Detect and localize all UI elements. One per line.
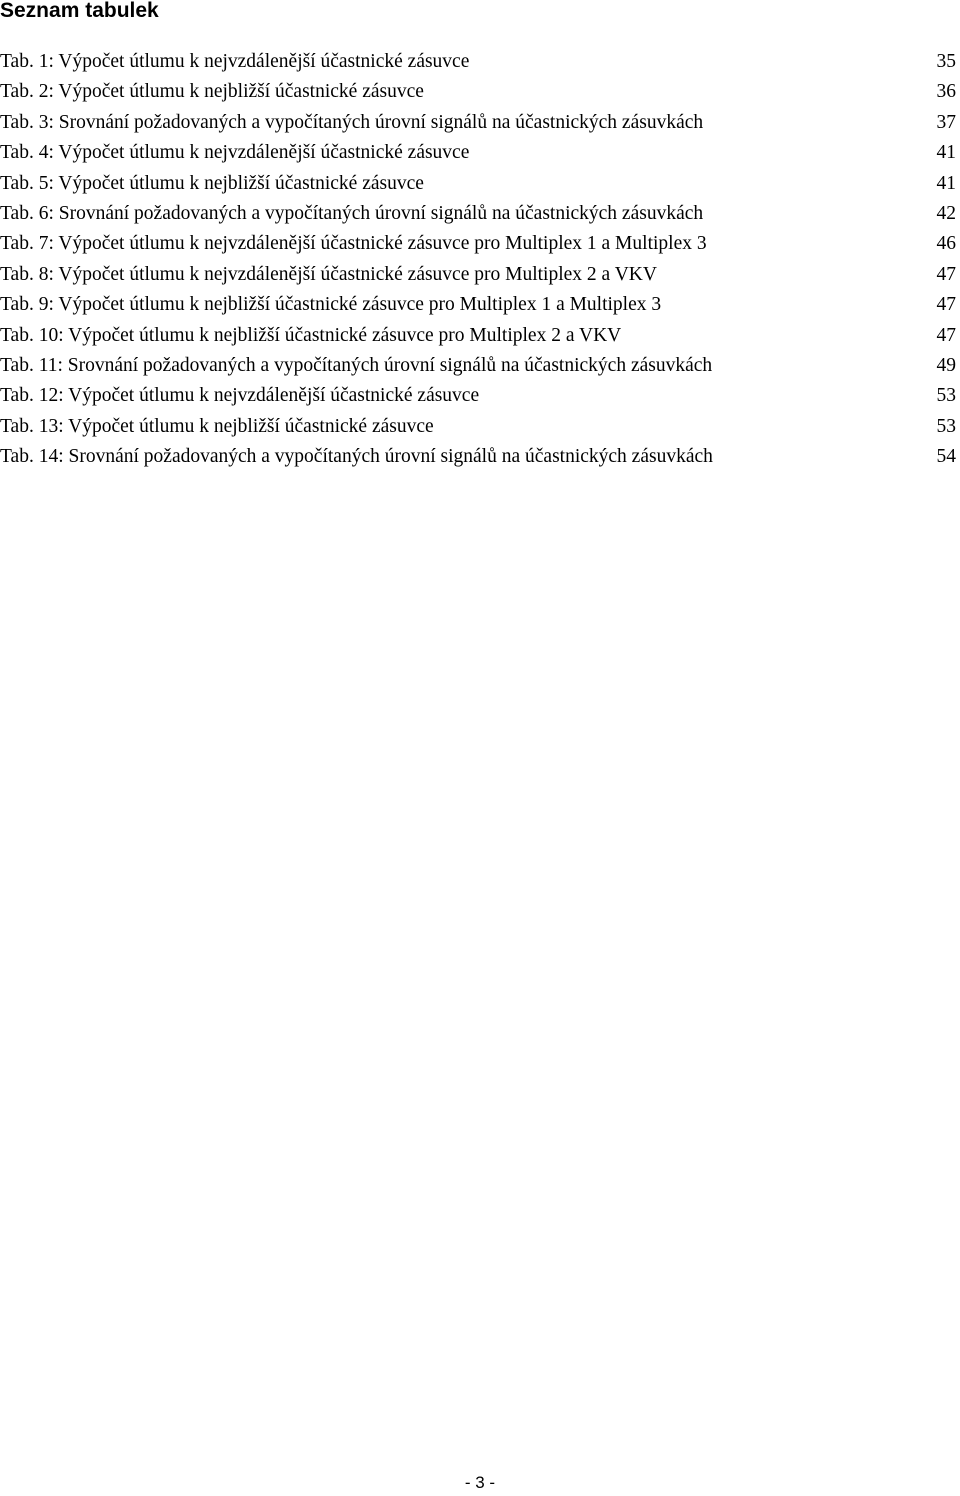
toc-entry[interactable] bbox=[0, 351, 960, 381]
toc-entry-label: Tab. 11: Srovnání požadovaných a vypočítaných úrovní signálů na účastnických zásuvkách bbox=[0, 354, 713, 376]
toc-entry-page: 37 bbox=[936, 111, 956, 133]
toc-entry-page: 54 bbox=[936, 446, 956, 468]
toc-entry-label: Tab. 8: Výpočet útlumu k nejvzdálenější účastnické zásuvce pro Multiplex 2 a VKV bbox=[0, 263, 657, 285]
toc-entry-page: 53 bbox=[936, 415, 956, 437]
toc-entry-label: Tab. 3: Srovnání požadovaných a vypočítaných úrovní signálů na účastnických zásuvkách bbox=[0, 111, 704, 133]
toc-entry-label: Tab. 10: Výpočet útlumu k nejbližší účastnické zásuvce pro Multiplex 2 a VKV bbox=[0, 324, 622, 346]
toc-entry-page: 49 bbox=[936, 354, 956, 376]
toc-entry-page: 47 bbox=[936, 263, 956, 285]
toc-entry-label: Tab. 13: Výpočet útlumu k nejbližší účastnické zásuvce bbox=[0, 415, 434, 437]
toc-entry-label: Tab. 9: Výpočet útlumu k nejbližší účastnické zásuvce pro Multiplex 1 a Multiplex 3 bbox=[0, 294, 662, 316]
toc-entry[interactable] bbox=[0, 290, 960, 320]
toc-entry-page: 47 bbox=[936, 324, 956, 346]
toc-entry-label: Tab. 12: Výpočet útlumu k nejvzdálenější účastnické zásuvce bbox=[0, 385, 480, 407]
toc-entry[interactable] bbox=[0, 321, 960, 351]
toc-entry[interactable] bbox=[0, 229, 960, 259]
toc-entry[interactable] bbox=[0, 442, 960, 472]
toc-entry-page: 36 bbox=[936, 81, 956, 103]
toc-entry[interactable] bbox=[0, 381, 960, 411]
page-number: - 3 - bbox=[464, 1473, 496, 1492]
toc-entry-label: Tab. 5: Výpočet útlumu k nejbližší účastnické zásuvce bbox=[0, 172, 424, 194]
toc-entry-label: Tab. 6: Srovnání požadovaných a vypočítaných úrovní signálů na účastnických zásuvkách bbox=[0, 202, 704, 224]
toc-entry-page: 41 bbox=[936, 142, 956, 164]
toc-entry-label: Tab. 1: Výpočet útlumu k nejvzdálenější účastnické zásuvce bbox=[0, 51, 470, 72]
toc-entry[interactable] bbox=[0, 199, 960, 229]
table-of-contents bbox=[0, 47, 960, 472]
toc-entry-label: Tab. 7: Výpočet útlumu k nejvzdálenější účastnické zásuvce pro Multiplex 1 a Multiplex 3 bbox=[0, 233, 707, 255]
toc-entry[interactable] bbox=[0, 169, 960, 199]
toc-entry-label: Tab. 4: Výpočet útlumu k nejvzdálenější účastnické zásuvce bbox=[0, 142, 470, 164]
toc-entry-page: 35 bbox=[936, 51, 956, 72]
toc-entry[interactable] bbox=[0, 138, 960, 168]
toc-entry-page: 46 bbox=[936, 233, 956, 255]
page-title: Seznam tabulek bbox=[0, 0, 159, 22]
toc-entry-page: 41 bbox=[936, 172, 956, 194]
toc-entry-label: Tab. 14: Srovnání požadovaných a vypočítaných úrovní signálů na účastnických zásuvkách bbox=[0, 446, 713, 468]
toc-entry-page: 47 bbox=[936, 294, 956, 316]
toc-entry[interactable] bbox=[0, 47, 960, 77]
toc-entry-label: Tab. 2: Výpočet útlumu k nejbližší účastnické zásuvce bbox=[0, 81, 424, 103]
toc-entry[interactable] bbox=[0, 77, 960, 107]
toc-entry-page: 53 bbox=[936, 385, 956, 407]
toc-entry[interactable] bbox=[0, 260, 960, 290]
toc-entry-page: 42 bbox=[936, 202, 956, 224]
toc-entry[interactable] bbox=[0, 412, 960, 442]
toc-entry[interactable] bbox=[0, 108, 960, 138]
